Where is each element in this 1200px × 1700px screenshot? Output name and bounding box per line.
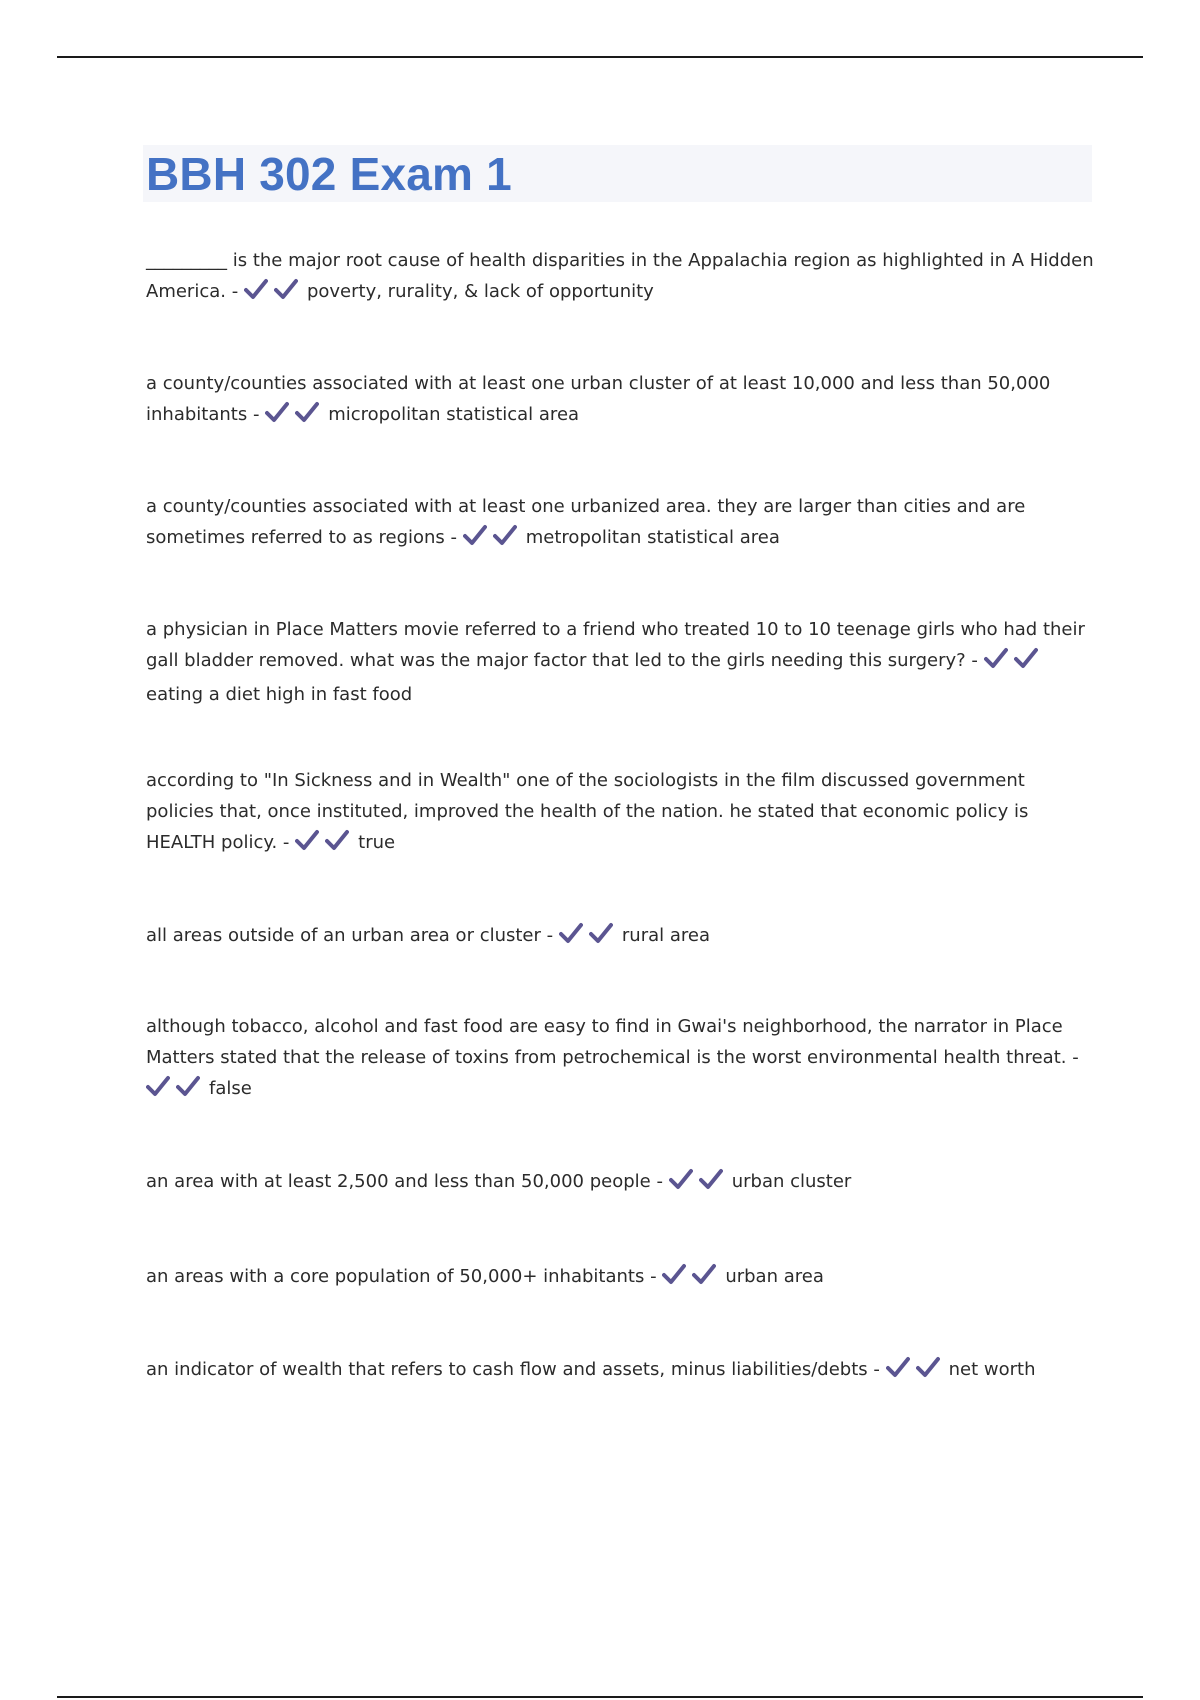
question-text: although tobacco, alcohol and fast food are easy to find in Gwai's neighborhood, the narrator in Place Matters stated that the release of toxins from petrochemical is the worst environmental health threat. bbox=[146, 1016, 1067, 1068]
answer-text: eating a diet high in fast food bbox=[146, 684, 413, 705]
separator: - bbox=[282, 832, 290, 853]
flashcard-10 bbox=[146, 1354, 1096, 1388]
question-text: according to "In Sickness and in Wealth" one of the sociologists in the film discussed government policies that, once instituted, improved the health of the nation. he stated that economic policy is HEALTH policy. bbox=[146, 770, 1029, 853]
double-check-icon bbox=[265, 401, 325, 433]
separator: - bbox=[656, 1171, 663, 1192]
answer-text: false bbox=[209, 1078, 252, 1099]
question-text: an areas with a core population of 50,000+ inhabitants bbox=[146, 1266, 645, 1287]
question-text: all areas outside of an urban area or cluster bbox=[146, 925, 541, 946]
double-check-icon bbox=[295, 829, 355, 861]
document-title: BBH 302 Exam 1 bbox=[146, 148, 512, 200]
answer-text: urban area bbox=[725, 1266, 824, 1287]
flashcard-8 bbox=[146, 1166, 1096, 1200]
flashcard-7 bbox=[146, 1011, 1096, 1107]
title-banner bbox=[143, 145, 1092, 202]
separator: - bbox=[971, 650, 978, 671]
double-check-icon bbox=[463, 524, 523, 556]
question-text: a county/counties associated with at least one urbanized area. they are larger than cities and are sometimes referred to as regions bbox=[146, 496, 1026, 548]
separator: - bbox=[1072, 1047, 1079, 1068]
question-text: a physician in Place Matters movie referred to a friend who treated 10 to 10 teenage girls who had their gall bladder removed. what was the major factor that led to the girls needing this surgery? bbox=[146, 619, 1085, 671]
answer-text: metropolitan statistical area bbox=[525, 527, 780, 548]
top-rule bbox=[57, 56, 1143, 58]
flashcard-2 bbox=[146, 368, 1096, 433]
separator: - bbox=[546, 925, 554, 946]
double-check-icon bbox=[662, 1263, 722, 1295]
answer-text: net worth bbox=[948, 1359, 1036, 1380]
question-text: an area with at least 2,500 and less than 50,000 people bbox=[146, 1171, 651, 1192]
double-check-icon bbox=[146, 1075, 206, 1107]
question-text: _________ is the major root cause of health disparities in the Appalachia region as highlighted in A Hidden America. bbox=[146, 250, 1094, 302]
answer-text: urban cluster bbox=[731, 1171, 852, 1192]
question-text: a county/counties associated with at least one urban cluster of at least 10,000 and less than 50,000 inhabitants bbox=[146, 373, 1051, 425]
answer-text: poverty, rurality, & lack of opportunity bbox=[306, 281, 654, 302]
double-check-icon bbox=[886, 1356, 946, 1388]
separator: - bbox=[252, 404, 260, 425]
double-check-icon bbox=[559, 922, 619, 954]
bottom-rule bbox=[57, 1696, 1143, 1698]
flashcard-4 bbox=[146, 614, 1096, 710]
flashcard-1 bbox=[146, 245, 1096, 310]
separator: - bbox=[650, 1266, 657, 1287]
question-text: an indicator of wealth that refers to cash flow and assets, minus liabilities/debts bbox=[146, 1359, 868, 1380]
answer-text: micropolitan statistical area bbox=[328, 404, 580, 425]
answer-text: true bbox=[358, 832, 396, 853]
double-check-icon bbox=[669, 1168, 729, 1200]
flashcard-5 bbox=[146, 765, 1096, 861]
flashcard-6 bbox=[146, 920, 1096, 954]
separator: - bbox=[231, 281, 239, 302]
separator: - bbox=[873, 1359, 880, 1380]
flashcard-9 bbox=[146, 1261, 1096, 1295]
double-check-icon bbox=[244, 278, 304, 310]
separator: - bbox=[450, 527, 458, 548]
answer-text: rural area bbox=[621, 925, 710, 946]
flashcard-3 bbox=[146, 491, 1096, 556]
double-check-icon bbox=[984, 647, 1044, 679]
